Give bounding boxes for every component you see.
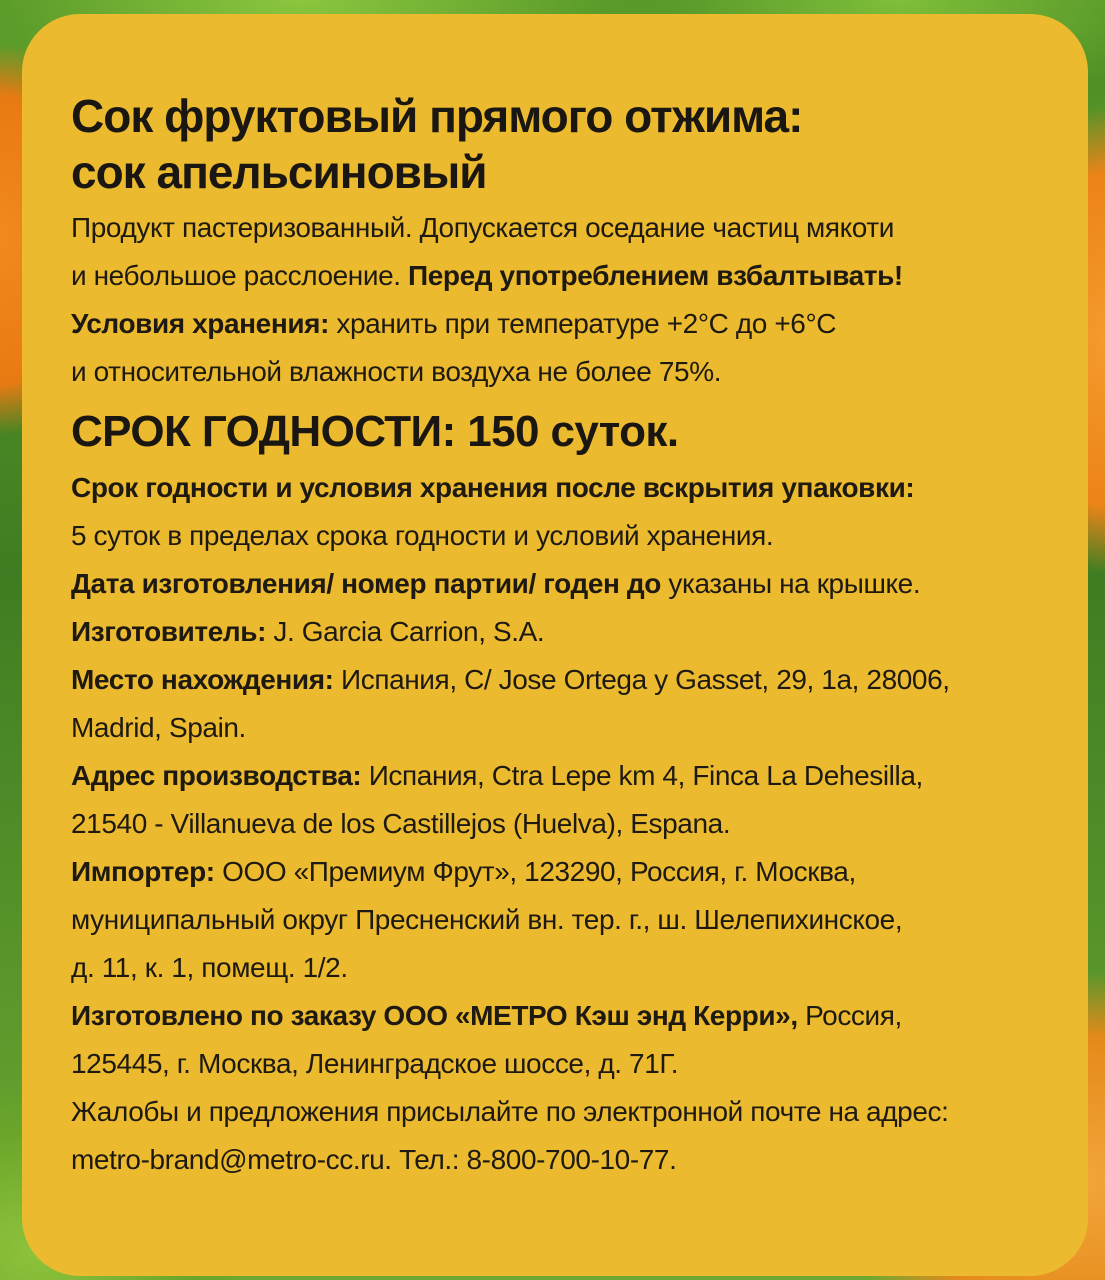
importer-text: ООО «Премиум Фрут», 123290, Россия, г. Москва, — [214, 856, 856, 887]
location-block — [71, 656, 1058, 752]
after-opening-text: 5 суток в пределах срока годности и условий хранения. — [71, 520, 774, 551]
production-address-line-1 — [71, 752, 1058, 800]
production-date-line — [71, 560, 1058, 608]
production-address-label: Адрес производства: — [71, 760, 362, 791]
storage-text: хранить при температуре +2°С до +6°С — [329, 308, 837, 339]
complaints-line-2: metro-brand@metro-cc.ru. Тел.: 8-800-700-10-77. — [71, 1144, 677, 1175]
intro-text: и небольшое расслоение. — [71, 260, 409, 291]
complaints-block — [71, 1088, 1058, 1184]
ordered-by-label: Изготовлено по заказу ООО «МЕТРО Кэш энд Керри», — [71, 1000, 798, 1031]
intro-block — [71, 204, 1058, 300]
importer-line-3: д. 11, к. 1, помещ. 1/2. — [71, 952, 348, 983]
after-opening-label: Срок годности и условия хранения после вскрытия упаковки: — [71, 472, 915, 503]
complaints-line-1: Жалобы и предложения присылайте по электронной почте на адрес: — [71, 1096, 949, 1127]
manufacturer-text: J. Garcia Carrion, S.A. — [266, 616, 545, 647]
shelf-life-heading: СРОК ГОДНОСТИ: 150 суток. — [71, 407, 679, 456]
product-title-line-2: сок апельсиновый — [71, 146, 487, 198]
production-address-text: Испания, Ctra Lepe km 4, Finca La Dehesilla, — [361, 760, 923, 791]
production-address-line-2: 21540 - Villanueva de los Castillejos (Huelva), Espana. — [71, 808, 731, 839]
product-title — [71, 88, 1058, 200]
manufacturer-label: Изготовитель: — [71, 616, 267, 647]
storage-block — [71, 300, 1058, 396]
production-date-label: Дата изготовления/ номер партии/ годен до — [71, 568, 661, 599]
importer-block — [71, 848, 1058, 992]
manufacturer-line — [71, 608, 1058, 656]
product-title-line-1: Сок фруктовый прямого отжима: — [71, 90, 803, 142]
storage-line-2: и относительной влажности воздуха не более 75%. — [71, 356, 722, 387]
after-opening-block — [71, 464, 1058, 560]
ordered-by-block — [71, 992, 1058, 1088]
storage-label: Условия хранения: — [71, 308, 330, 339]
intro-line-2 — [71, 252, 1058, 300]
ordered-by-text: Россия, — [797, 1000, 902, 1031]
ordered-by-line-1 — [71, 992, 1058, 1040]
storage-line-1 — [71, 300, 1058, 348]
location-line-1 — [71, 656, 1058, 704]
location-line-2: Madrid, Spain. — [71, 712, 246, 743]
importer-line-2: муниципальный округ Пресненский вн. тер. г., ш. Шелепихинское, — [71, 904, 903, 935]
location-label: Место нахождения: — [71, 664, 334, 695]
importer-label: Импортер: — [71, 856, 215, 887]
production-address-block — [71, 752, 1058, 848]
intro-line-1: Продукт пастеризованный. Допускается оседание частиц мякоти — [71, 212, 895, 243]
importer-line-1 — [71, 848, 1058, 896]
ordered-by-line-2: 125445, г. Москва, Ленинградское шоссе, д. 71Г. — [71, 1048, 679, 1079]
production-date-text: указаны на крышке. — [661, 568, 921, 599]
shake-warning: Перед употреблением взбалтывать! — [408, 260, 903, 291]
label-panel — [22, 14, 1088, 1276]
location-text: Испания, C/ Jose Ortega y Gasset, 29, 1a, 28006, — [333, 664, 950, 695]
